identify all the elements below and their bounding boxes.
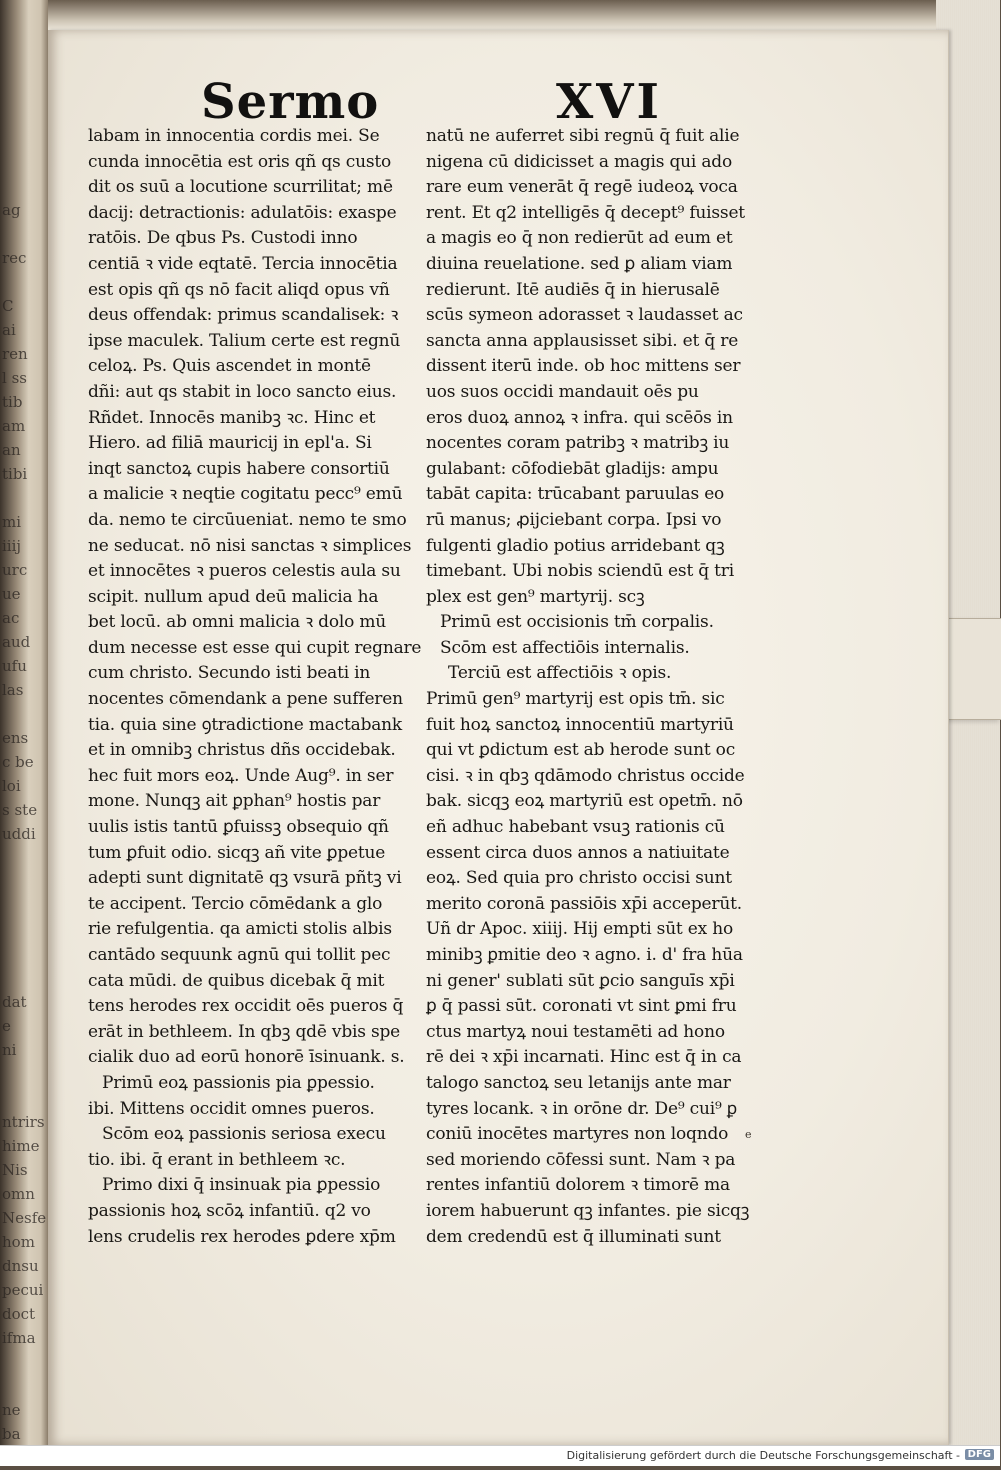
text-line: erāt in bethleem. In qbꝫ qdē vbis spe: [88, 1021, 401, 1042]
text-line: tens herodes rex occidit oēs pueros q̄: [88, 996, 404, 1017]
facing-page-fragment: ba: [2, 1425, 21, 1443]
text-line: minibꝫ ꝑmitie deo ꝛ agno. i. d' fra hūa: [426, 945, 743, 965]
text-line: centiā ꝛ vide eqtatē. Tercia innocētia: [88, 253, 398, 274]
text-line: essent circa duos annos a natiuitate: [426, 842, 730, 863]
facing-page-fragment: hime: [2, 1137, 40, 1155]
text-line: dacij: detractionis: adulatōis: exaspe: [88, 202, 397, 223]
text-line: bak. sicqꝫ eoꝝ martyriū est opetm̄. nō: [426, 791, 743, 812]
text-line: ne seducat. nō nisi sanctas ꝛ simplices: [88, 535, 412, 556]
text-line: rē dei ꝛ xp̄i incarnati. Hinc est q̄ in ca: [426, 1047, 742, 1068]
text-line: coniū inocētes martyres non loqndo: [426, 1124, 729, 1145]
text-line: Primo dixi q̄ insinuak pia ꝑpessio: [102, 1175, 381, 1196]
text-line: ibi. Mittens occidit omnes pueros.: [88, 1098, 375, 1119]
text-line: Scōm eoꝝ passionis seriosa execu: [102, 1124, 386, 1145]
text-line: dem credendū est q̄ illuminati sunt: [426, 1226, 721, 1247]
text-line: Scōm est affectiōis internalis.: [440, 637, 690, 658]
text-line: et in omnibꝫ christus dñs occidebak.: [88, 740, 396, 761]
facing-page-fragment: ue: [2, 585, 21, 603]
text-line: tyres locank. ꝛ in orōne dr. De⁹ cui⁹ ꝑ: [426, 1098, 738, 1119]
text-line: eñ adhuc habebant vsuꝫ rationis cū: [426, 817, 725, 838]
text-line: nigena cū didicisset a magis qui ado: [426, 151, 732, 172]
text-line: rent. Et q2 intelligēs q̄ decept⁹ fuisset: [426, 202, 745, 223]
text-line: dit os suū a locutione scurrilitat; mē: [88, 177, 393, 198]
facing-page-fragment: omn: [2, 1185, 35, 1203]
text-line: cisi. ꝛ in qbꝫ qdāmodo christus occide: [426, 765, 745, 786]
text-line: tabāt capita: trūcabant paruulas eo: [426, 484, 725, 505]
facing-page-fragment: pecui: [2, 1281, 44, 1299]
facing-page-fragment: l ss: [2, 369, 27, 387]
facing-page-fragment: s ste: [2, 801, 38, 819]
text-line: cunda innocētia est oris qñ qs custo: [88, 151, 392, 172]
text-line: nocentes cōmendank a pene sufferen: [88, 689, 403, 710]
text-line: Terciū est affectiōis ꝛ opis.: [448, 663, 672, 684]
text-line: lens crudelis rex herodes ꝑdere xp̄m: [88, 1226, 396, 1247]
text-line: scipit. nullum apud deū malicia ha: [88, 586, 379, 607]
text-line: Primū gen⁹ martyrij est opis tm̄. sic: [426, 689, 725, 710]
facing-page-fragment: ren: [2, 345, 28, 363]
facing-page-fragment: dnsu: [2, 1257, 39, 1275]
facing-page-fragment: ag: [2, 201, 21, 219]
text-line: labam in innocentia cordis mei. Se: [88, 126, 380, 146]
facing-page-fragment: dat: [2, 993, 27, 1011]
facing-page-fragment: c be: [2, 753, 34, 771]
text-line: dissent iterū inde. ob hoc mittens ser: [426, 356, 741, 377]
running-title-numeral: XVI: [556, 74, 662, 130]
text-line: iorem habuerunt qꝫ infantes. pie sicqꝫ: [426, 1200, 750, 1221]
facing-page-fragment: doct: [2, 1305, 36, 1323]
text-line: eoꝝ. Sed quia pro christo occisi sunt: [426, 868, 732, 889]
text-line: eros duoꝝ annoꝝ ꝛ infra. qui scēōs in: [426, 407, 733, 428]
text-line: sed moriendo cōfessi sunt. Nam ꝛ pa: [426, 1149, 736, 1170]
text-line: Primū est occisionis tm̄ corpalis.: [440, 612, 714, 633]
facing-page-fragment: ifma: [2, 1329, 36, 1347]
facing-page-fragment: an: [2, 441, 21, 459]
text-line: et innocētes ꝛ pueros celestis aula su: [88, 561, 401, 582]
text-line: rū manus; ꝓijciebant corpa. Ipsi vo: [426, 509, 722, 530]
facing-page-fragment: Nesfe: [2, 1209, 47, 1227]
facing-page-fragment: ai: [2, 321, 16, 339]
facing-page-fragment: e: [2, 1017, 11, 1035]
text-line: da. nemo te circūueniat. nemo te smo: [88, 509, 407, 530]
text-line: fulgenti gladio potius arridebant qꝫ: [426, 535, 725, 556]
signature-mark: e: [745, 1128, 752, 1141]
text-line: qui vt ꝑdictum est ab herode sunt oc: [426, 740, 736, 761]
facing-page-fragment: ens: [2, 729, 29, 747]
facing-page-fragment: ufu: [2, 657, 27, 675]
text-line: adepti sunt dignitatē qꝫ vsurā pñtꝫ vi: [88, 868, 402, 889]
facing-page-fragment: loi: [2, 777, 21, 795]
facing-page-fragment: aud: [2, 633, 31, 651]
digitization-footer: [0, 1445, 1000, 1466]
facing-page-fragment: ne: [2, 1401, 21, 1419]
text-line: inqt sanctoꝝ cupis habere consortiū: [88, 458, 390, 479]
text-line: tia. quia sine ꝯtradictione mactabank: [88, 714, 403, 735]
text-line: scūs symeon adorasset ꝛ laudasset ac: [426, 305, 743, 326]
text-line: ctus martyꝝ noui testamēti ad hono: [426, 1021, 725, 1042]
text-line: a malicie ꝛ neqtie cogitatu pecc⁹ emū: [88, 484, 403, 505]
text-line: a magis eo q̄ non redierūt ad eum et: [426, 228, 733, 249]
text-column-right: [426, 124, 762, 1250]
running-title-sermo: Sermo: [201, 74, 380, 130]
text-line: Hiero. ad filiā mauricij in epl'a. Si: [88, 433, 372, 454]
text-line: te accipent. Tercio cōmēdank a glo: [88, 893, 383, 914]
text-line: rie refulgentia. qa amicti stolis albis: [88, 919, 392, 940]
facing-page-fragment: tibi: [2, 465, 28, 483]
text-line: dum necesse est esse qui cupit regnare: [88, 637, 422, 658]
facing-page-fragment: urc: [2, 561, 28, 579]
facing-page-fragment: ni: [2, 1041, 17, 1059]
text-line: Uñ dr Apoc. xiiij. Hij empti sūt ex ho: [426, 919, 734, 940]
text-line: timebant. Ubi nobis sciendū est q̄ tri: [426, 561, 734, 582]
text-line: uulis istis tantū ꝑfuissꝫ obsequio qñ: [88, 817, 389, 838]
facing-page-sliver: [0, 0, 48, 1445]
text-line: cantādo sequunk agnū qui tollit pec: [88, 945, 391, 965]
facing-page-fragment: ntrirs: [2, 1113, 45, 1131]
text-line: cum christo. Secundo isti beati in: [88, 663, 371, 684]
text-line: rentes infantiū dolorem ꝛ timorē ma: [426, 1175, 730, 1196]
facing-page-fragment: iiij: [2, 537, 22, 555]
text-line: nocentes coram patribꝫ ꝛ matribꝫ iu: [426, 433, 730, 454]
text-line: tum ꝑfuit odio. sicqꝫ añ vite ꝑpetue: [88, 842, 386, 863]
text-line: tio. ibi. q̄ erant in bethleem ꝛc.: [88, 1149, 346, 1170]
text-line: est opis qñ qs nō facit aliqd opus vñ: [88, 279, 390, 300]
facing-page-fragment: ac: [2, 609, 20, 627]
text-column-left: [88, 124, 420, 1250]
text-line: diuina reuelatione. sed ꝑ aliam viam: [426, 253, 733, 274]
text-line: uos suos occidi mandauit oēs pu: [426, 381, 699, 402]
text-line: rare eum venerāt q̄ regē iudeoꝝ voca: [426, 177, 738, 198]
text-line: talogo sanctoꝝ seu letanijs ante mar: [426, 1072, 731, 1093]
facing-page-fragment: am: [2, 417, 26, 435]
text-line: cata mūdi. de quibus dicebak q̄ mit: [88, 970, 385, 991]
dfg-logo: DFG: [965, 1449, 994, 1460]
text-line: fuit hoꝝ sanctoꝝ innocentiū martyriū: [426, 714, 734, 735]
page-top-edge: [48, 0, 948, 30]
text-line: natū ne auferret sibi regnū q̄ fuit alie: [426, 126, 740, 146]
facing-page-fragment: Nis: [2, 1161, 28, 1179]
text-line: bet locū. ab omni malicia ꝛ dolo mū: [88, 612, 387, 633]
text-line: redierunt. Itē audiēs q̄ in hierusalē: [426, 279, 720, 300]
text-line: sancta anna applausisset sibi. et q̄ re: [426, 330, 739, 351]
text-line: ipse maculek. Talium certe est regnū: [88, 330, 401, 351]
text-line: cialik duo ad eorū honorē īsinuank. s.: [88, 1047, 405, 1068]
facing-page-fragment: hom: [2, 1233, 35, 1251]
text-line: ratōis. De qbus Ps. Custodi inno: [88, 228, 358, 249]
text-line: ꝑ q̄ passi sūt. coronati vt sint ꝑmi fru: [426, 996, 737, 1017]
text-line: plex est gen⁹ martyrij. scꝫ: [426, 586, 645, 607]
facing-page-fragment: rec: [2, 249, 27, 267]
text-line: hec fuit mors eoꝝ. Unde Aug⁹. in ser: [88, 765, 394, 786]
text-line: Rñdet. Innocēs manibꝫ ꝛc. Hinc et: [88, 407, 376, 428]
text-line: gulabant: cōfodiebāt gladijs: ampu: [426, 458, 719, 479]
facing-page-fragment: mi: [2, 513, 22, 531]
facing-page-fragment: tib: [2, 393, 23, 411]
text-line: Primū eoꝝ passionis pia ꝑpessio.: [102, 1072, 375, 1093]
footer-credit: Digitalisierung gefördert durch die Deutsche Forschungsgemeinschaft -: [566, 1449, 960, 1462]
text-line: dñi: aut qs stabit in loco sancto eius.: [88, 381, 397, 402]
facing-page-fragment: uddi: [2, 825, 36, 843]
text-line: deus offendak: primus scandalisek: ꝛ: [88, 305, 399, 326]
facing-page-fragment: las: [2, 681, 24, 699]
facing-page-fragment: C: [2, 297, 14, 315]
text-line: passionis hoꝝ scōꝝ infantiū. q2 vo: [88, 1200, 371, 1221]
text-line: celoꝝ. Ps. Quis ascendet in montē: [88, 356, 371, 377]
text-line: ni gener' sublati sūt ꝑcio sanguīs xp̄i: [426, 970, 735, 991]
text-line: mone. Nunqꝫ ait ꝑphan⁹ hostis par: [88, 791, 381, 812]
text-line: merito coronā passiōis xp̄i acceperūt.: [426, 893, 742, 914]
